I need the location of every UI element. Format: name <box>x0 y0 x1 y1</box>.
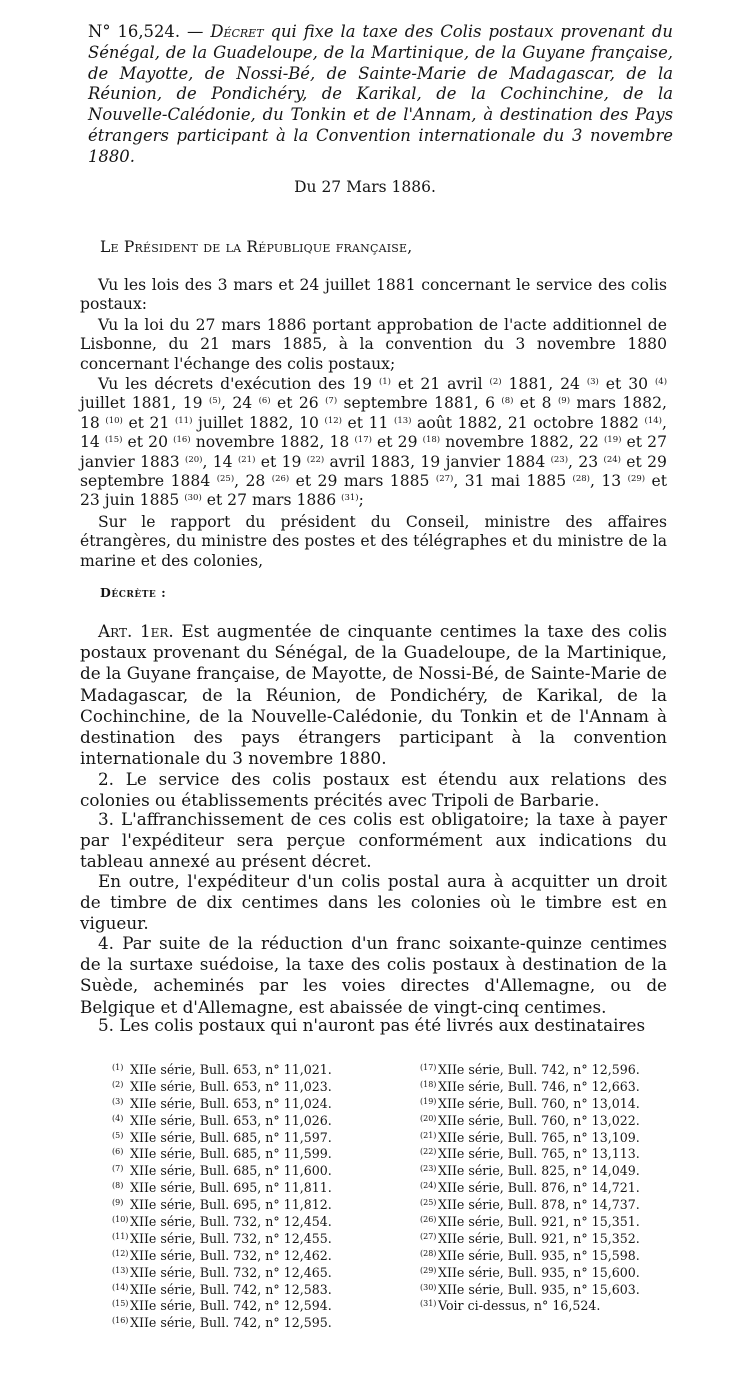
vu3-text-segment: , 23 <box>568 452 604 471</box>
footnote-reference: (26) <box>271 474 290 485</box>
vu3-text-segment: avril 1883, 19 janvier 1884 <box>324 452 551 471</box>
footnote-text: XIIe série, Bull. 742, n° 12,596. <box>438 1062 640 1077</box>
footnote-reference: (15) <box>104 435 123 446</box>
vu3-text-segment: juillet 1881, 19 <box>80 394 209 413</box>
footnote-reference: (6) <box>258 396 271 407</box>
footnote-reference: (22) <box>306 454 325 465</box>
vu3-text-segment: et 26 <box>270 394 326 413</box>
footnote-entry <box>420 1161 710 1178</box>
vu3-text-segment: , 13 <box>590 472 628 491</box>
footnote-marker: (7) <box>112 1164 124 1174</box>
article-1 <box>80 621 667 769</box>
footnote-entry <box>112 1178 402 1195</box>
footnote-reference: (17) <box>354 435 372 446</box>
footnote-entry <box>112 1229 402 1246</box>
footnote-reference: (1) <box>378 377 391 387</box>
footnote-text: XIIe série, Bull. 878, n° 14,737. <box>438 1197 640 1213</box>
footnote-entry <box>420 1229 710 1246</box>
vu3-text-segment: , 31 mai 1885 <box>453 472 573 491</box>
footnote-marker: (3) <box>112 1096 124 1106</box>
footnote-text: XIIe série, Bull. 685, n° 11,597. <box>130 1129 332 1145</box>
footnote-marker: (2) <box>112 1079 124 1089</box>
footnote-reference: (31) <box>341 493 359 504</box>
footnote-marker: (5) <box>112 1130 124 1140</box>
footnote-reference: (18) <box>422 435 441 446</box>
footnote-marker: (14) <box>112 1282 129 1292</box>
footnote-text: XIIe série, Bull. 742, n° 12,583. <box>130 1281 332 1297</box>
footnote-reference: (4) <box>654 377 668 387</box>
vu-text-1: Vu les lois des 3 mars et 24 juillet 1881 concernant le service des colis postaux: <box>80 276 667 314</box>
footnote-entry <box>112 1280 402 1297</box>
footnote-entry <box>112 1296 402 1313</box>
article-2 <box>80 769 667 811</box>
vu3-text-segment: et 23 juin 1885 <box>80 472 668 510</box>
footnote-entry <box>420 1263 710 1280</box>
footnote-text: Voir ci-dessus, n° 16,524. <box>438 1298 601 1314</box>
footnote-text: XIIe série, Bull. 935, n° 15,600. <box>438 1264 640 1280</box>
vu3-text-segment: 1881, 24 <box>501 375 587 393</box>
article-5 <box>80 1015 667 1036</box>
footnote-entry <box>420 1128 710 1145</box>
article-3 <box>80 809 667 873</box>
footnote-text: XIIe série, Bull. 746, n° 12,663. <box>438 1078 640 1094</box>
footnote-reference: (24) <box>603 454 621 465</box>
footnote-reference: (10) <box>105 415 123 426</box>
footnote-text: XIIe série, Bull. 742, n° 12,595. <box>130 1315 332 1331</box>
footnote-entry <box>112 1144 402 1161</box>
vu3-text-segment: et 8 <box>513 394 558 413</box>
article-1-paragraph <box>80 621 667 769</box>
footnote-reference: (5) <box>208 396 221 407</box>
footnote-entry <box>112 1246 402 1263</box>
footnote-text: XIIe série, Bull. 765, n° 13,109. <box>438 1129 640 1145</box>
decrete-heading: Décrète : <box>100 585 167 600</box>
vu-text-4: Sur le rapport du président du Conseil, ministre des affaires étrangères, du ministre des postes et des télégraphes et du ministre de la marine et des colonies, <box>80 513 667 570</box>
footnote-text: XIIe série, Bull. 732, n° 12,465. <box>130 1264 332 1280</box>
footnote-text: XIIe série, Bull. 685, n° 11,599. <box>130 1146 332 1162</box>
footnote-text: XIIe série, Bull. 685, n° 11,600. <box>130 1163 332 1179</box>
footnote-entry <box>420 1212 710 1229</box>
footnote-marker: (8) <box>112 1181 124 1191</box>
vu3-text-segment: et 21 avril <box>391 375 490 393</box>
article-1-label: Art. 1er. <box>98 621 174 641</box>
president-heading: Le Président de la République française, <box>100 238 413 256</box>
footnote-entry <box>420 1178 710 1195</box>
footnote-text: XIIe série, Bull. 935, n° 15,603. <box>438 1281 640 1297</box>
vu3-text-segment: ; <box>358 491 364 510</box>
footnote-entry <box>112 1128 402 1145</box>
footnote-text: XIIe série, Bull. 765, n° 13,113. <box>438 1146 640 1162</box>
vu-text-3 <box>80 375 667 511</box>
decree-keyword: Décret <box>210 22 264 41</box>
footnote-marker: (10) <box>112 1215 129 1225</box>
footnote-reference: (2) <box>489 377 502 387</box>
vu3-text-segment: et 27 mars 1886 <box>201 491 342 510</box>
footnote-entry <box>420 1195 710 1212</box>
vu3-text-segment: et 29 septembre 1884 <box>80 452 667 491</box>
vu3-text-segment: novembre 1882, 22 <box>440 433 604 452</box>
footnote-marker: (19) <box>420 1096 437 1106</box>
footnote-marker: (30) <box>420 1282 437 1292</box>
article-4-text: 4. Par suite de la réduction d'un franc soixante-quinze centimes de la surtaxe suédoise, la taxe des colis postaux à destination de la Suède, acheminés par les voies directes d'Allemagne, ou de Belgique et d'Allemagne, est abaissée de vingt-cinq centimes. <box>80 933 667 1017</box>
vu3-text-segment: Vu les décrets d'exécution des 19 <box>98 375 379 393</box>
footnote-reference: (3) <box>586 377 599 387</box>
footnote-marker: (24) <box>420 1181 437 1191</box>
footnote-text: XIIe série, Bull. 653, n° 11,023. <box>130 1078 332 1094</box>
footnote-marker: (12) <box>112 1248 129 1258</box>
article-3b-text: En outre, l'expéditeur d'un colis postal aura à acquitter un droit de timbre de dix centimes dans les colonies où le timbre est en vigueur. <box>80 871 667 934</box>
footnote-reference: (19) <box>603 435 622 446</box>
footnote-entry <box>112 1313 402 1330</box>
footnote-reference: (16) <box>173 435 191 446</box>
footnote-reference: (29) <box>627 474 646 485</box>
footnote-entry <box>112 1263 402 1280</box>
footnote-text: XIIe série, Bull. 742, n° 12,594. <box>130 1298 332 1314</box>
footnote-text: XIIe série, Bull. 825, n° 14,049. <box>438 1163 640 1179</box>
footnote-marker: (11) <box>112 1231 129 1241</box>
footnote-text: XIIe série, Bull. 935, n° 15,598. <box>438 1247 640 1263</box>
vu3-text-segment: et 29 <box>371 433 423 452</box>
footnote-marker: (23) <box>420 1164 437 1174</box>
footnote-reference: (23) <box>550 454 569 465</box>
vu3-text-segment: septembre 1881, 6 <box>337 394 502 413</box>
footnote-entry <box>112 1212 402 1229</box>
footnote-entry <box>420 1111 710 1128</box>
footnote-text: XIIe série, Bull. 653, n° 11,024. <box>130 1095 332 1111</box>
footnote-marker: (27) <box>420 1231 437 1241</box>
footnote-entry <box>112 1161 402 1178</box>
footnote-reference: (14) <box>644 415 662 426</box>
vu3-text-segment: et 21 <box>122 413 175 432</box>
footnote-entry <box>112 1111 402 1128</box>
footnote-reference: (25) <box>216 474 235 485</box>
footnote-marker: (21) <box>420 1130 437 1140</box>
vu-paragraph-2 <box>80 316 667 374</box>
decree-header <box>88 22 673 168</box>
footnote-marker: (9) <box>112 1198 124 1208</box>
footnote-entry <box>420 1060 710 1077</box>
article-3-continued <box>80 871 667 935</box>
footnote-reference: (12) <box>324 415 342 426</box>
vu3-text-segment: juillet 1882, 10 <box>192 413 325 432</box>
footnotes-right-column <box>420 1060 710 1313</box>
footnote-marker: (31) <box>420 1299 437 1309</box>
footnote-text: XIIe série, Bull. 760, n° 13,014. <box>438 1095 640 1111</box>
vu3-text-segment: août 1882, 21 octobre 1882 <box>411 413 645 432</box>
footnote-entry <box>112 1195 402 1212</box>
footnote-marker: (6) <box>112 1147 124 1157</box>
footnote-reference: (30) <box>184 493 202 504</box>
vu3-text-segment: mars 1882, 18 <box>80 394 667 432</box>
footnote-marker: (15) <box>112 1299 129 1309</box>
footnote-entry <box>112 1077 402 1094</box>
vu3-text-segment: et 19 <box>255 452 307 471</box>
footnote-text: XIIe série, Bull. 695, n° 11,811. <box>130 1180 332 1196</box>
vu3-text-segment: et 11 <box>341 413 395 432</box>
vu-paragraph-4 <box>80 513 667 571</box>
footnote-text: XIIe série, Bull. 876, n° 14,721. <box>438 1180 640 1196</box>
footnote-entry <box>420 1246 710 1263</box>
footnote-text: XIIe série, Bull. 732, n° 12,454. <box>130 1214 332 1230</box>
footnote-text: XIIe série, Bull. 732, n° 12,462. <box>130 1247 332 1263</box>
footnote-reference: (11) <box>174 415 193 426</box>
footnote-marker: (25) <box>420 1198 437 1208</box>
article-1-text: Est augmentée de cinquante centimes la taxe des colis postaux provenant du Sénégal, de la Guadeloupe, de la Martinique, de la Guyane française, de Mayotte, de Nossi-Bé, de Sainte-Marie de Madagascar, de la Réunion, de Pondichéry, de Karikal, de la Cochinchine, de la Nouvelle-Calédonie, du Tonkin et de l'Annam à destination des pays étrangers participant à la convention internationale du 3 novembre 1880. <box>80 621 667 769</box>
footnote-marker: (4) <box>112 1113 124 1123</box>
vu-paragraph-1 <box>80 276 667 315</box>
vu3-text-segment: novembre 1882, 18 <box>190 433 355 452</box>
footnote-marker: (22) <box>420 1147 437 1157</box>
article-2-text: 2. Le service des colis postaux est étendu aux relations des colonies ou établissements précités avec Tripoli de Barbarie. <box>80 769 667 811</box>
footnote-entry <box>420 1094 710 1111</box>
vu3-text-segment: et 27 janvier 1883 <box>80 433 667 471</box>
footnote-text: XIIe série, Bull. 732, n° 12,455. <box>130 1230 332 1246</box>
footnote-reference: (9) <box>557 396 571 407</box>
article-3-text: 3. L'affranchissement de ces colis est obligatoire; la taxe à payer par l'expéditeur sera perçue conformément aux indications du tableau annexé au présent décret. <box>80 809 667 872</box>
vu3-text-segment: , 24 <box>221 394 259 413</box>
footnote-reference: (28) <box>572 474 590 485</box>
vu3-text-segment: , 28 <box>234 472 272 491</box>
footnote-reference: (7) <box>325 396 338 407</box>
footnote-marker: (17) <box>420 1063 437 1072</box>
decree-date: Du 27 Mars 1886. <box>294 178 436 196</box>
footnote-entry <box>420 1280 710 1297</box>
footnote-marker: (26) <box>420 1215 437 1225</box>
footnote-reference: (20) <box>185 454 203 465</box>
footnote-entry <box>112 1060 402 1077</box>
footnote-text: XIIe série, Bull. 921, n° 15,351. <box>438 1214 640 1230</box>
vu3-text-segment: , 14 <box>80 413 667 452</box>
footnote-marker: (16) <box>112 1316 129 1326</box>
vu-paragraph-3 <box>80 375 667 511</box>
footnote-marker: (20) <box>420 1113 437 1123</box>
decree-title: qui fixe la taxe des Colis postaux provenant du Sénégal, de la Guadeloupe, de la Martinique, de la Guyane française, de Mayotte, de Nossi-Bé, de Sainte-Marie de Madagascar, de la Réunion, de Pondichéry, de Karikal, de la Cochinchine, de la Nouvelle-Calédonie, du Tonkin et de l'Annam, à destination des Pays étrangers participant à la Convention internationale du 3 novembre 1880. <box>88 22 673 166</box>
vu-text-2: Vu la loi du 27 mars 1886 portant approbation de l'acte additionnel de Lisbonne, du 21 mars 1885, à la convention du 3 novembre 1880 concernant l'échange des colis postaux; <box>80 316 667 373</box>
vu3-text-segment: et 20 <box>122 433 174 452</box>
decree-number: N° 16,524. — <box>88 22 204 41</box>
footnote-entry <box>420 1144 710 1161</box>
footnote-text: XIIe série, Bull. 653, n° 11,026. <box>130 1112 332 1128</box>
footnote-text: XIIe série, Bull. 760, n° 13,022. <box>438 1112 640 1128</box>
footnote-entry <box>420 1296 710 1313</box>
footnote-marker: (1) <box>112 1063 124 1072</box>
vu3-text-segment: et 29 mars 1885 <box>289 472 436 491</box>
footnote-entry <box>112 1094 402 1111</box>
article-4 <box>80 933 667 1018</box>
footnote-marker: (13) <box>112 1265 129 1275</box>
footnote-text: XIIe série, Bull. 653, n° 11,021. <box>130 1062 332 1077</box>
footnote-marker: (28) <box>420 1248 437 1258</box>
article-5-text: 5. Les colis postaux qui n'auront pas été livrés aux destinataires <box>98 1015 646 1035</box>
footnote-text: XIIe série, Bull. 695, n° 11,812. <box>130 1197 332 1213</box>
footnote-text: XIIe série, Bull. 921, n° 15,352. <box>438 1230 640 1246</box>
footnote-reference: (27) <box>435 474 454 485</box>
vu3-text-segment: et 30 <box>598 375 655 393</box>
footnote-reference: (8) <box>501 396 514 407</box>
footnote-entry <box>420 1077 710 1094</box>
footnote-marker: (18) <box>420 1079 437 1089</box>
footnote-reference: (13) <box>394 415 412 426</box>
vu3-text-segment: , 14 <box>202 452 238 471</box>
footnotes-left-column <box>112 1060 402 1330</box>
footnote-marker: (29) <box>420 1265 437 1275</box>
footnote-reference: (21) <box>237 454 256 465</box>
